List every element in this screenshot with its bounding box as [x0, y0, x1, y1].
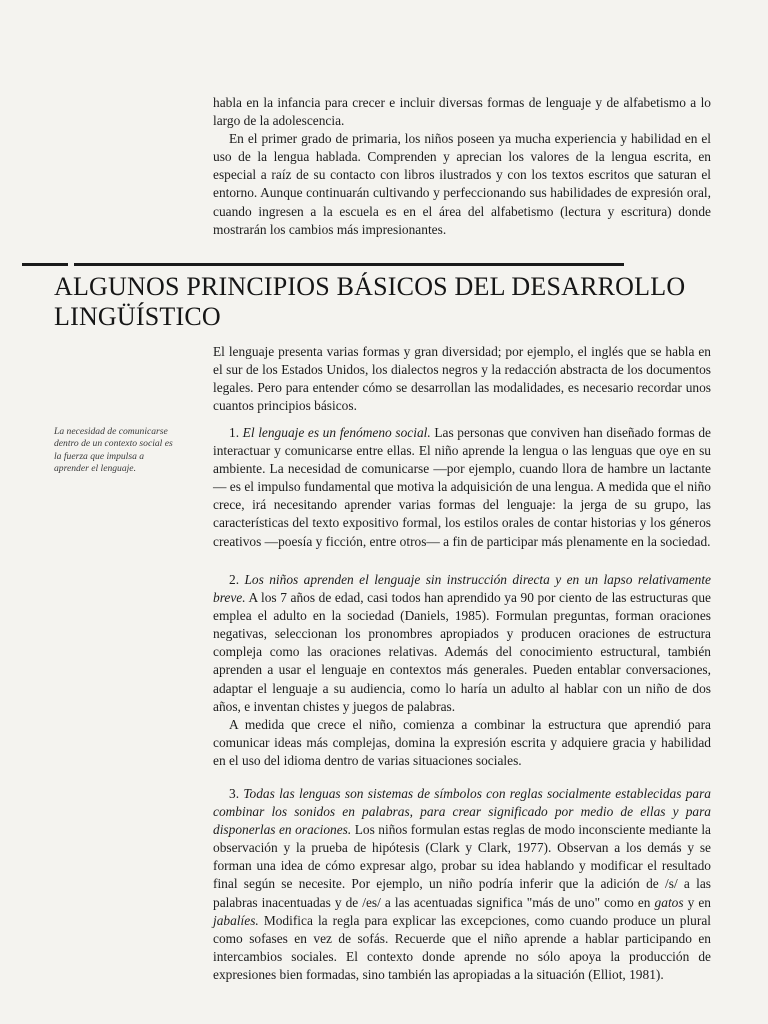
- paragraph: En el primer grado de primaria, los niños poseen ya mucha experiencia y habilidad en el uso de la lengua hablada. Comprenden y aprecian los valores de la lengua escrita, en especial a raíz de su contacto con libros ilustrados y con los textos escritos que saturan el entorno. Aunque continuarán cultivando y perfeccionando sus habilidades de expresión oral, cuando ingresen a la escuela es en el área del alfabetismo (lectura y escritura) donde mostrarán los cambios más impresionantes.: [213, 131, 711, 237]
- example-word: gatos: [654, 894, 684, 910]
- principle-body: Modifica la regla para explicar las excepciones, como cuando produce un plural como sofases en vez de sofás. Recuerde que el niño aprende a hablar participando en intercambios sociales. El contexto donde aprende no sólo apoya la producción de expresiones bien formadas, sino también las apropiadas a la situación (Elliot, 1981).: [213, 912, 711, 982]
- section-rule: [22, 263, 624, 266]
- margin-note: La necesidad de comunicarse dentro de un contexto social es la fuerza que impulsa a aprender el lenguaje.: [54, 426, 173, 475]
- continued-section: [213, 94, 711, 239]
- principle-body: Las personas que conviven han diseñado formas de interactuar y comunicarse entre ellas. El niño aprende la lengua o las lenguas que oye en su ambiente. La necesidad de comunicarse —por ejemplo, cuando llora de hambre un lactante— es el impulso fundamental que motiva la adquisición de una lengua. A medida que el niño crece, irá necesitando aprender varias formas del lenguaje: la jerga de su grupo, las características del texto expositivo formal, los estilos orales de contar historias y los géneros creativos —poesía y ficción, entre otros— a fin de participar más plenamente en la sociedad.: [213, 425, 711, 549]
- section-heading: ALGUNOS PRINCIPIOS BÁSICOS DEL DESARROLLO LINGÜÍSTICO: [54, 272, 686, 331]
- principle-body: Los niños formulan estas reglas de modo inconsciente mediante la observación y la prueba de hipótesis (Clark y Clark, 1977). Observan a los demás y se forman una idea de cómo expresar algo, probar su idea hablando y modificar el resultado final según se necesite. Por ejemplo, un niño podría inferir que la adición de /s/ a las palabras inacentuadas y de /es/ a las acentuadas significa "más de uno" como en: [213, 822, 711, 910]
- paragraph: A medida que crece el niño, comienza a combinar la estructura que aprendió para comunicar ideas más complejas, domina la expresión escrita y adquiere gracia y habilidad en el uso del idioma dentro de varias situaciones sociales.: [213, 716, 711, 768]
- paragraph: habla en la infancia para crecer e incluir diversas formas de lenguaje y de alfabetismo a lo largo de la adolescencia.: [213, 95, 711, 129]
- principle-title: Los niños aprenden el lenguaje sin instrucción directa y en un lapso relativamente breve.: [213, 572, 711, 606]
- intro-section: [213, 343, 711, 415]
- principle-paragraph: [213, 571, 711, 716]
- principle-number: 1.: [229, 425, 243, 440]
- principle-body: y en: [683, 894, 711, 910]
- principle-body: A los 7 años de edad, casi todos han aprendido ya 90 por ciento de las estructuras que emplea el adulto en la sociedad (Daniels, 1985). Formulan preguntas, forman oraciones negativas, seleccionan los pronombres apropiados y producen oraciones de estructura compleja como las oraciones relativas. Además del conocimiento estructural, también aprenden a usar el lenguaje en contextos más generales. Pueden entablar conversaciones, adaptar el lenguaje a su audiencia, como lo haría un adulto al hablar con un niño de dos años, e inventan chistes y juegos de palabras.: [213, 590, 711, 714]
- principle-paragraph: [213, 424, 711, 551]
- principle-3: [213, 785, 711, 984]
- principle-1: [213, 424, 711, 551]
- principle-number: 2.: [229, 572, 245, 587]
- example-word: jabalíes.: [213, 912, 259, 928]
- principle-paragraph: [213, 785, 711, 984]
- principle-2: [213, 571, 711, 770]
- intro-paragraph: El lenguaje presenta varias formas y gran diversidad; por ejemplo, el inglés que se habla en el sur de los Estados Unidos, los dialectos negros y la redacción abstracta de los documentos legales. Pero para entender cómo se desarrollan las modalidades, es necesario recordar unos cuantos principios básicos.: [213, 344, 711, 414]
- principle-title: El lenguaje es un fenómeno social.: [242, 425, 431, 440]
- principle-title: Todas las lenguas son sistemas de símbolos con reglas socialmente establecidas para combinar los sonidos en palabras, para crear significado por medio de ellas y para disponerlas en oraciones.: [213, 786, 711, 838]
- principle-number: 3.: [229, 786, 244, 801]
- section-rule-gap: [68, 262, 74, 267]
